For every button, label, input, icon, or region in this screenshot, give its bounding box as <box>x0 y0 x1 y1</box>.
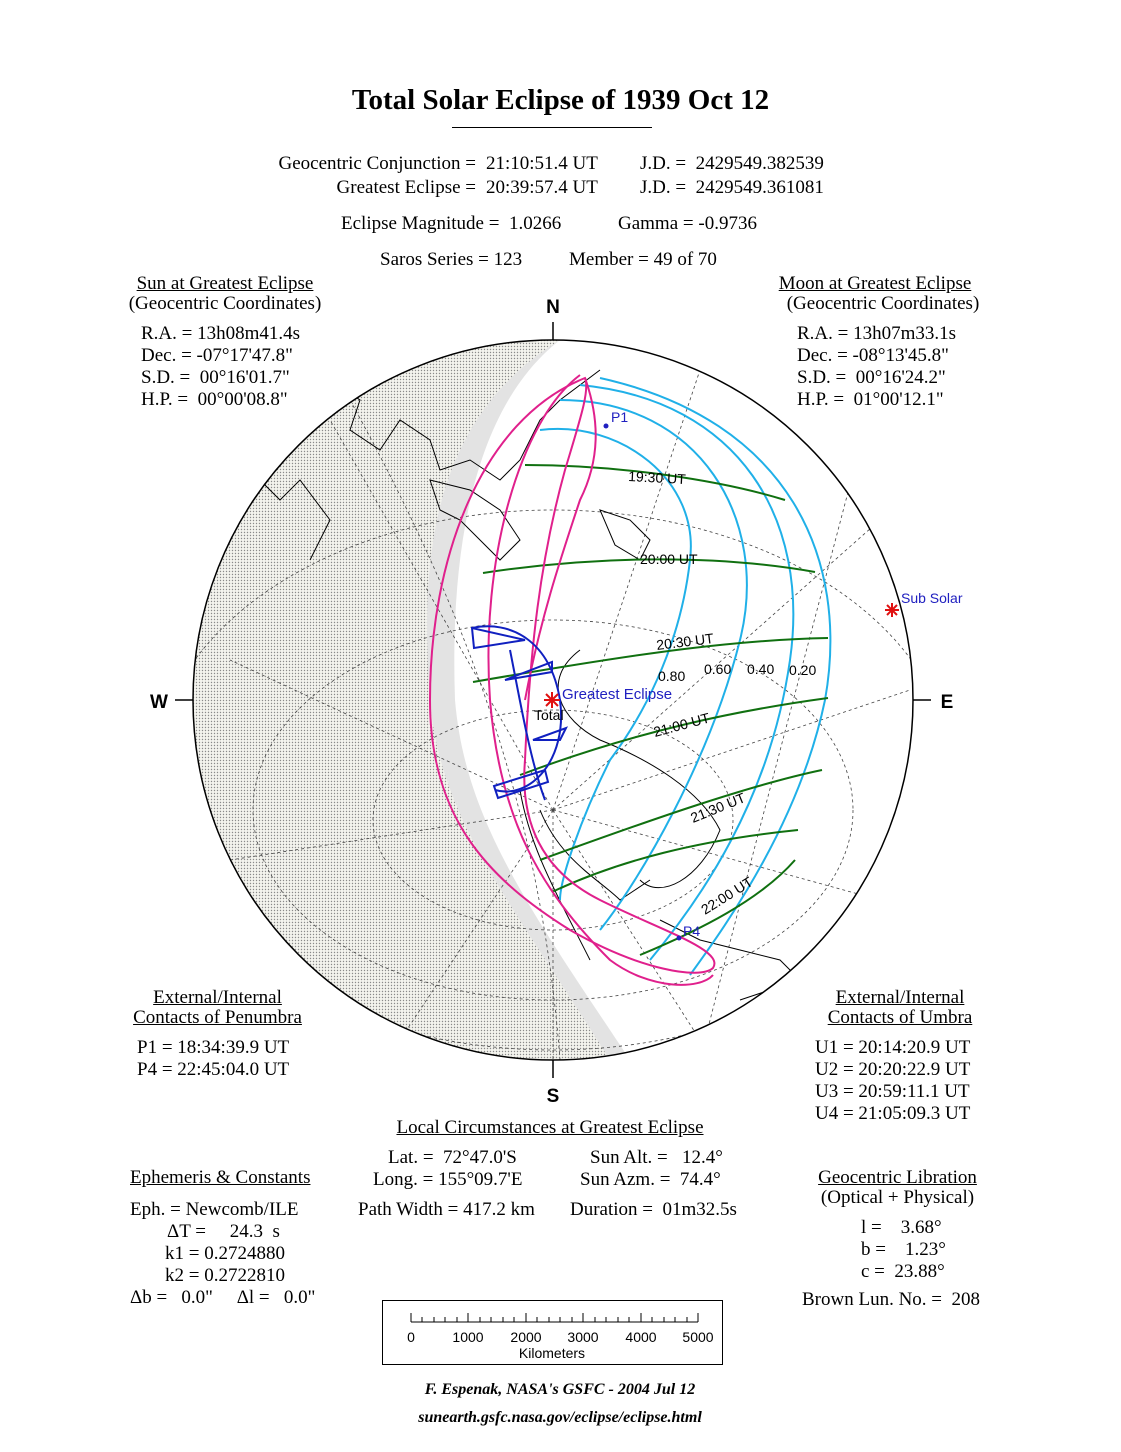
footer-url[interactable]: sunearth.gsfc.nasa.gov/eclipse/eclipse.html <box>418 1409 702 1426</box>
ephemeris-k1: k1 = 0.2724880 <box>165 1243 285 1264</box>
time-label-2200: 22:00 UT <box>698 873 756 918</box>
scale-tick-5000: 5000 <box>682 1329 714 1345</box>
time-label-2000: 20:00 UT <box>640 551 698 567</box>
page-title: Total Solar Eclipse of 1939 Oct 12 <box>351 84 770 116</box>
libration-l: l = 3.68° <box>861 1217 942 1238</box>
ephemeris-delta-t: ΔT = 24.3 s <box>167 1221 280 1242</box>
sub-solar-label: Sub Solar <box>901 590 963 606</box>
greatest-eclipse-label: Greatest Eclipse = <box>336 177 476 198</box>
local-duration: Duration = 01m32.5s <box>570 1199 737 1220</box>
local-sun-alt: Sun Alt. = 12.4° <box>590 1147 723 1168</box>
p1-label: P1 <box>611 409 629 425</box>
umbra-u3: U3 = 20:59:11.1 UT <box>815 1081 970 1102</box>
scale-tick-4000: 4000 <box>625 1329 657 1345</box>
ephemeris-eph: Eph. = Newcomb/ILE <box>130 1199 299 1220</box>
libration-b: b = 1.23° <box>861 1239 946 1260</box>
scale-tick-2000: 2000 <box>510 1329 542 1345</box>
libration-subheading: (Optical + Physical) <box>820 1187 975 1208</box>
umbra-u4: U4 = 21:05:09.3 UT <box>815 1103 971 1124</box>
sun-dec: Dec. = -07°17'47.8" <box>141 345 293 366</box>
local-long: Long. = 155°09.7'E <box>373 1169 523 1190</box>
north-label: N <box>546 297 560 318</box>
local-heading: Local Circumstances at Greatest Eclipse <box>396 1117 704 1138</box>
magnitude-label-020: 0.20 <box>789 662 817 678</box>
conjunction-jd: J.D. = 2429549.382539 <box>640 153 824 174</box>
conjunction-label: Geocentric Conjunction = <box>278 153 476 174</box>
brown-lunation: Brown Lun. No. = 208 <box>802 1289 981 1310</box>
total-label: Total <box>534 707 564 723</box>
west-label: W <box>150 692 168 713</box>
moon-ra: R.A. = 13h07m33.1s <box>797 323 957 344</box>
local-sun-azm: Sun Azm. = 74.4° <box>580 1169 721 1190</box>
sun-ra: R.A. = 13h08m41.4s <box>141 323 301 344</box>
saros-series: Saros Series = 123 <box>380 249 523 270</box>
greatest-eclipse-marker <box>544 692 560 708</box>
p4-label: P4 <box>683 923 701 939</box>
sub-solar-marker <box>885 603 899 617</box>
magnitude-label-040: 0.40 <box>747 661 775 677</box>
greatest-eclipse-time: 20:39:57.4 UT <box>486 177 598 198</box>
ephemeris-heading: Ephemeris & Constants <box>130 1167 311 1188</box>
p1-point <box>604 424 609 429</box>
eclipse-magnitude: Eclipse Magnitude = 1.0266 <box>341 213 562 234</box>
scale-tick-1000: 1000 <box>452 1329 484 1345</box>
east-label: E <box>940 692 954 713</box>
local-path-width: Path Width = 417.2 km <box>358 1199 535 1220</box>
p4-point <box>677 936 682 941</box>
penumbra-heading-1: External/Internal <box>153 987 282 1008</box>
conjunction-time: 21:10:51.4 UT <box>486 153 598 174</box>
ephemeris-k2: k2 = 0.2722810 <box>165 1265 285 1286</box>
scale-bar <box>382 1300 723 1365</box>
scale-tick-3000: 3000 <box>567 1329 599 1345</box>
saros-member: Member = 49 of 70 <box>569 249 717 270</box>
footer-credit: F. Espenak, NASA's GSFC - 2004 Jul 12 <box>424 1381 696 1398</box>
sun-sd: S.D. = 00°16'01.7" <box>141 367 290 388</box>
greatest-eclipse-map-label: Greatest Eclipse <box>562 686 673 703</box>
sun-hp: H.P. = 00°00'08.8" <box>141 389 288 410</box>
umbra-u1: U1 = 20:14:20.9 UT <box>815 1037 971 1058</box>
magnitude-label-080: 0.80 <box>658 668 686 684</box>
magnitude-label-060: 0.60 <box>704 661 732 677</box>
moon-subheading: (Geocentric Coordinates) <box>786 293 980 314</box>
moon-hp: H.P. = 01°00'12.1" <box>797 389 944 410</box>
greatest-eclipse-jd: J.D. = 2429549.361081 <box>640 177 824 198</box>
time-label-2030: 20:30 UT <box>655 630 715 653</box>
moon-heading: Moon at Greatest Eclipse <box>778 273 972 294</box>
umbra-heading-1: External/Internal <box>835 987 965 1008</box>
umbra-heading-2: Contacts of Umbra <box>827 1007 973 1028</box>
scale-unit: Kilometers <box>518 1345 586 1361</box>
libration-heading: Geocentric Libration <box>818 1167 977 1188</box>
time-label-2100: 21:00 UT <box>651 709 712 740</box>
ephemeris-delta-b-l: Δb = 0.0" Δl = 0.0" <box>130 1287 316 1308</box>
penumbra-p1: P1 = 18:34:39.9 UT <box>137 1037 290 1058</box>
moon-dec: Dec. = -08°13'45.8" <box>797 345 949 366</box>
scale-tick-0: 0 <box>407 1329 415 1345</box>
moon-sd: S.D. = 00°16'24.2" <box>797 367 946 388</box>
penumbra-p4: P4 = 22:45:04.0 UT <box>137 1059 290 1080</box>
time-label-2130: 21:30 UT <box>688 789 748 826</box>
sun-subheading: (Geocentric Coordinates) <box>128 293 322 314</box>
south-label: S <box>546 1086 560 1107</box>
local-lat: Lat. = 72°47.0'S <box>388 1147 517 1168</box>
sun-heading: Sun at Greatest Eclipse <box>136 273 314 294</box>
penumbra-heading-2: Contacts of Penumbra <box>133 1007 302 1028</box>
libration-c: c = 23.88° <box>861 1261 945 1282</box>
time-lines <box>473 465 828 955</box>
time-label-1930: 19:30 UT <box>627 468 687 488</box>
gamma-value: Gamma = -0.9736 <box>618 213 757 234</box>
umbra-u2: U2 = 20:20:22.9 UT <box>815 1059 971 1080</box>
